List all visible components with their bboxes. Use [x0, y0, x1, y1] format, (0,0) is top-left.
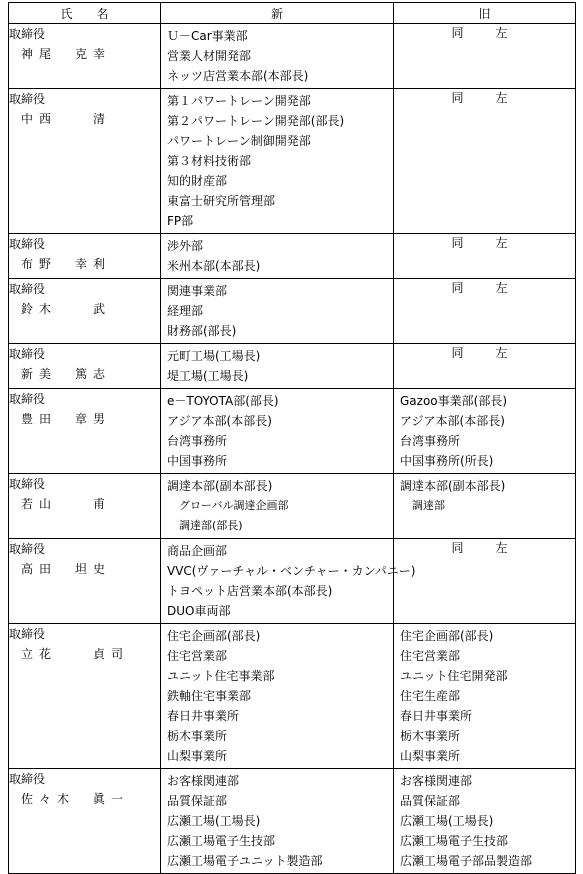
new-assignment-item: 調達本部(副本部長) [167, 479, 273, 493]
new-assignment-cell [161, 389, 394, 474]
table-row [9, 389, 576, 474]
table-row [9, 234, 576, 279]
new-assignment-item: お客様関連部 [167, 774, 240, 788]
officer-name: 立花 貞司 [21, 647, 130, 661]
officer-role: 取締役 [9, 772, 46, 786]
officer-name: 新美 篤志 [21, 367, 112, 381]
officer-name: 佐々木 眞一 [21, 792, 130, 806]
header-name: 氏 名 [9, 3, 161, 24]
new-assignment-cell [161, 769, 394, 874]
new-assignment-item: 渉外部 [167, 239, 204, 253]
new-assignment-item: 商品企画部 [167, 544, 228, 558]
officer-name: 神尾 克幸 [21, 47, 112, 61]
old-assignment-item: お客様関連部 [400, 774, 473, 788]
officer-role: 取締役 [9, 92, 46, 106]
old-assignment-item: 住宅営業部 [400, 649, 461, 663]
old-assignment-item: 調達部 [412, 499, 445, 512]
new-assignment-item: 元町工場(工場長) [167, 349, 261, 363]
table-row [9, 624, 576, 769]
new-assignment-cell [161, 24, 394, 89]
table-header [9, 3, 576, 24]
new-assignment-item: パワートレーン制御開発部 [167, 134, 311, 148]
officer-name-cell [9, 769, 161, 874]
new-assignment-item: 山梨事業所 [167, 749, 228, 763]
officer-name-cell [9, 389, 161, 474]
officer-name-cell [9, 344, 161, 389]
table-row [9, 344, 576, 389]
old-assignment-cell [394, 474, 576, 539]
same-as-left-cell: 同 左 [394, 539, 576, 624]
old-assignment-item: 広瀬工場電子部品製造部 [400, 854, 533, 868]
new-assignment-item: 営業人材開発部 [167, 49, 252, 63]
new-assignment-item: 広瀬工場電子生技部 [167, 834, 276, 848]
same-as-left-cell: 同 左 [394, 89, 576, 234]
same-as-left-cell: 同 左 [394, 344, 576, 389]
officer-role: 取締役 [9, 542, 46, 556]
header-old: 旧 [394, 3, 576, 24]
new-assignment-item: ネッツ店営業本部(本部長) [167, 69, 309, 83]
new-assignment-item: 広瀬工場電子ユニット製造部 [167, 854, 323, 868]
new-assignment-item: 広瀬工場(工場長) [167, 814, 261, 828]
old-assignment-item: ユニット住宅開発部 [400, 669, 508, 683]
old-assignment-item: 中国事務所(所長) [400, 454, 494, 468]
officer-role: 取締役 [9, 392, 46, 406]
officer-role: 取締役 [9, 27, 46, 41]
officer-name: 中西 清 [21, 112, 112, 126]
new-assignment-item: 知的財産部 [167, 174, 228, 188]
officer-role: 取締役 [9, 282, 46, 296]
new-assignment-item: 品質保証部 [167, 794, 228, 808]
old-assignment-item: Gazoo事業部(部長) [400, 394, 507, 408]
header-new: 新 [161, 3, 394, 24]
new-assignment-item: e－TOYOTA部(部長) [167, 394, 279, 408]
same-as-left-cell: 同 左 [394, 279, 576, 344]
new-assignment-item: DUO車両部 [167, 604, 231, 618]
new-assignment-item: 台湾事務所 [167, 434, 228, 448]
header-row [9, 3, 576, 24]
old-assignment-item: 品質保証部 [400, 794, 461, 808]
old-assignment-cell [394, 389, 576, 474]
officer-name-cell [9, 474, 161, 539]
table-row [9, 474, 576, 539]
officer-name: 高田 坦史 [21, 562, 112, 576]
old-assignment-item: 住宅企画部(部長) [400, 629, 494, 643]
new-assignment-cell [161, 89, 394, 234]
new-assignment-item: 栃木事業所 [167, 729, 228, 743]
table-row [9, 89, 576, 234]
new-assignment-item: Ｕ－Car事業部 [167, 29, 248, 43]
new-assignment-item: 東富士研究所管理部 [167, 194, 276, 208]
new-assignment-cell [161, 234, 394, 279]
new-assignment-item: FP部 [167, 214, 194, 228]
new-assignment-cell [161, 344, 394, 389]
officer-roster-table [8, 2, 576, 874]
old-assignment-item: 広瀬工場(工場長) [400, 814, 494, 828]
new-assignment-item: 春日井事業所 [167, 709, 240, 723]
officer-name-cell [9, 279, 161, 344]
new-assignment-item: 調達部(部長) [179, 519, 243, 532]
new-assignment-item: 第２パワートレーン開発部(部長) [167, 114, 345, 128]
officer-name: 鈴木 武 [21, 302, 112, 316]
old-assignment-item: 調達本部(副本部長) [400, 479, 506, 493]
new-assignment-item: グローバル調達企画部 [179, 499, 289, 512]
officer-name-cell [9, 624, 161, 769]
new-assignment-item: 第３材料技術部 [167, 154, 252, 168]
table-row [9, 769, 576, 874]
old-assignment-item: アジア本部(本部長) [400, 414, 505, 428]
officer-role: 取締役 [9, 347, 46, 361]
new-assignment-cell [161, 539, 416, 624]
officer-name-cell [9, 89, 161, 234]
new-assignment-item: 経理部 [167, 304, 204, 318]
table-row [9, 24, 576, 89]
old-assignment-item: 住宅生産部 [400, 689, 461, 703]
officer-role: 取締役 [9, 627, 46, 641]
new-assignment-item: トヨペット店営業本部(本部長) [167, 584, 333, 598]
old-assignment-item: 広瀬工場電子生技部 [400, 834, 509, 848]
old-assignment-item: 春日井事業所 [400, 709, 473, 723]
new-assignment-item: 堤工場(工場長) [167, 369, 249, 383]
new-assignment-item: 鉄軸住宅事業部 [167, 689, 252, 703]
officer-name: 布野 幸利 [21, 257, 112, 271]
new-assignment-item: 中国事務所 [167, 454, 228, 468]
officer-name: 豊田 章男 [21, 412, 112, 426]
same-as-left-cell: 同 左 [394, 234, 576, 279]
new-assignment-item: 住宅営業部 [167, 649, 228, 663]
new-assignment-cell [161, 624, 394, 769]
table-body [9, 24, 576, 874]
same-as-left-cell: 同 左 [394, 24, 576, 89]
new-assignment-item: 財務部(部長) [167, 324, 237, 338]
officer-name-cell [9, 24, 161, 89]
new-assignment-item: アジア本部(本部長) [167, 414, 272, 428]
table-row [9, 279, 576, 344]
new-assignment-item: 第１パワートレーン開発部 [167, 94, 311, 108]
new-assignment-item: VVC(ヴァーチャル・ベンチャー・カンパニー) [167, 564, 416, 578]
officer-role: 取締役 [9, 477, 46, 491]
old-assignment-item: 栃木事業所 [400, 729, 461, 743]
new-assignment-item: 住宅企画部(部長) [167, 629, 261, 643]
officer-name-cell [9, 539, 161, 624]
new-assignment-cell [161, 279, 394, 344]
old-assignment-item: 台湾事務所 [400, 434, 461, 448]
new-assignment-item: 関連事業部 [167, 284, 228, 298]
officer-name: 若山 甫 [21, 497, 112, 511]
officer-name-cell [9, 234, 161, 279]
new-assignment-item: ユニット住宅事業部 [167, 669, 275, 683]
new-assignment-item: 米州本部(本部長) [167, 259, 261, 273]
old-assignment-item: 山梨事業所 [400, 749, 461, 763]
old-assignment-cell [394, 769, 576, 874]
old-assignment-cell [394, 624, 576, 769]
officer-role: 取締役 [9, 237, 46, 251]
table-row [9, 539, 576, 624]
new-assignment-cell [161, 474, 394, 539]
